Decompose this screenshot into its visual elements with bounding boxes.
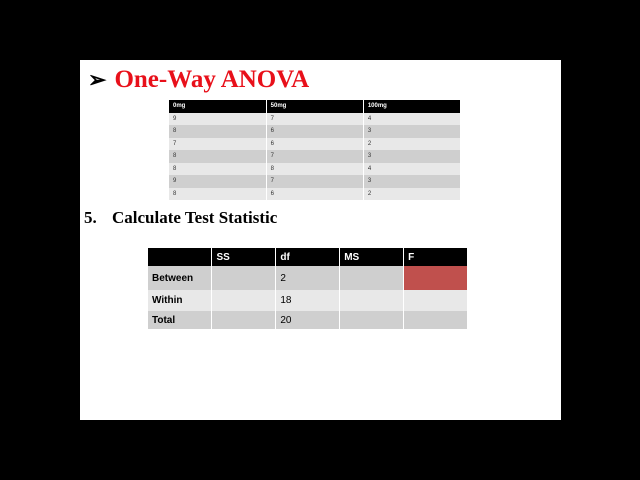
table-row: [148, 311, 468, 329]
table-cell: [212, 266, 276, 290]
column-header: MS: [340, 248, 404, 266]
step-text: Calculate Test Statistic: [112, 208, 278, 227]
arrow-bullet-icon: ➢: [88, 67, 107, 92]
table-cell: 9: [169, 113, 266, 126]
table-header-row: [148, 248, 468, 266]
step-heading: [84, 208, 277, 228]
row-label: Within: [148, 290, 212, 311]
column-header: 50mg: [266, 100, 363, 113]
table-cell: 7: [169, 138, 266, 151]
dosage-data-table: [169, 100, 461, 200]
column-header: 100mg: [363, 100, 460, 113]
table-cell: [404, 311, 468, 329]
table-cell: [404, 290, 468, 311]
slide: [80, 60, 561, 420]
slide-title: [88, 64, 309, 96]
table-row: [169, 113, 461, 126]
table-cell: 6: [266, 138, 363, 151]
table-row: [169, 188, 461, 201]
step-number: 5.: [84, 208, 97, 227]
table-row: [169, 175, 461, 188]
table-row: [148, 266, 468, 290]
table-row: [169, 150, 461, 163]
table-cell: 7: [266, 175, 363, 188]
table-cell: [340, 290, 404, 311]
table-cell: [340, 311, 404, 329]
table-cell: 8: [266, 163, 363, 176]
table-cell: 7: [266, 150, 363, 163]
row-label: Total: [148, 311, 212, 329]
table-cell: 3: [363, 175, 460, 188]
table-cell: 6: [266, 125, 363, 138]
table-cell: 3: [363, 150, 460, 163]
title-text: One-Way ANOVA: [114, 66, 310, 93]
column-header: [148, 248, 212, 266]
anova-table: [148, 248, 468, 329]
table-cell: 3: [363, 125, 460, 138]
table-cell: 2: [276, 266, 340, 290]
f-statistic-cell: [404, 266, 468, 290]
table-cell: 8: [169, 163, 266, 176]
row-label: Between: [148, 266, 212, 290]
column-header: df: [276, 248, 340, 266]
table-row: [169, 138, 461, 151]
table-cell: 2: [363, 138, 460, 151]
table-cell: 8: [169, 150, 266, 163]
table-cell: 6: [266, 188, 363, 201]
table-header-row: [169, 100, 461, 113]
table-row: [148, 290, 468, 311]
table-cell: 8: [169, 188, 266, 201]
column-header: 0mg: [169, 100, 266, 113]
table-cell: 7: [266, 113, 363, 126]
table-cell: 4: [363, 163, 460, 176]
table-cell: 9: [169, 175, 266, 188]
table-cell: 2: [363, 188, 460, 201]
column-header: SS: [212, 248, 276, 266]
table-row: [169, 163, 461, 176]
table-cell: 18: [276, 290, 340, 311]
table-cell: [212, 311, 276, 329]
table-cell: [212, 290, 276, 311]
column-header: F: [404, 248, 468, 266]
table-cell: 4: [363, 113, 460, 126]
table-cell: [340, 266, 404, 290]
table-cell: 8: [169, 125, 266, 138]
table-cell: 20: [276, 311, 340, 329]
table-row: [169, 125, 461, 138]
